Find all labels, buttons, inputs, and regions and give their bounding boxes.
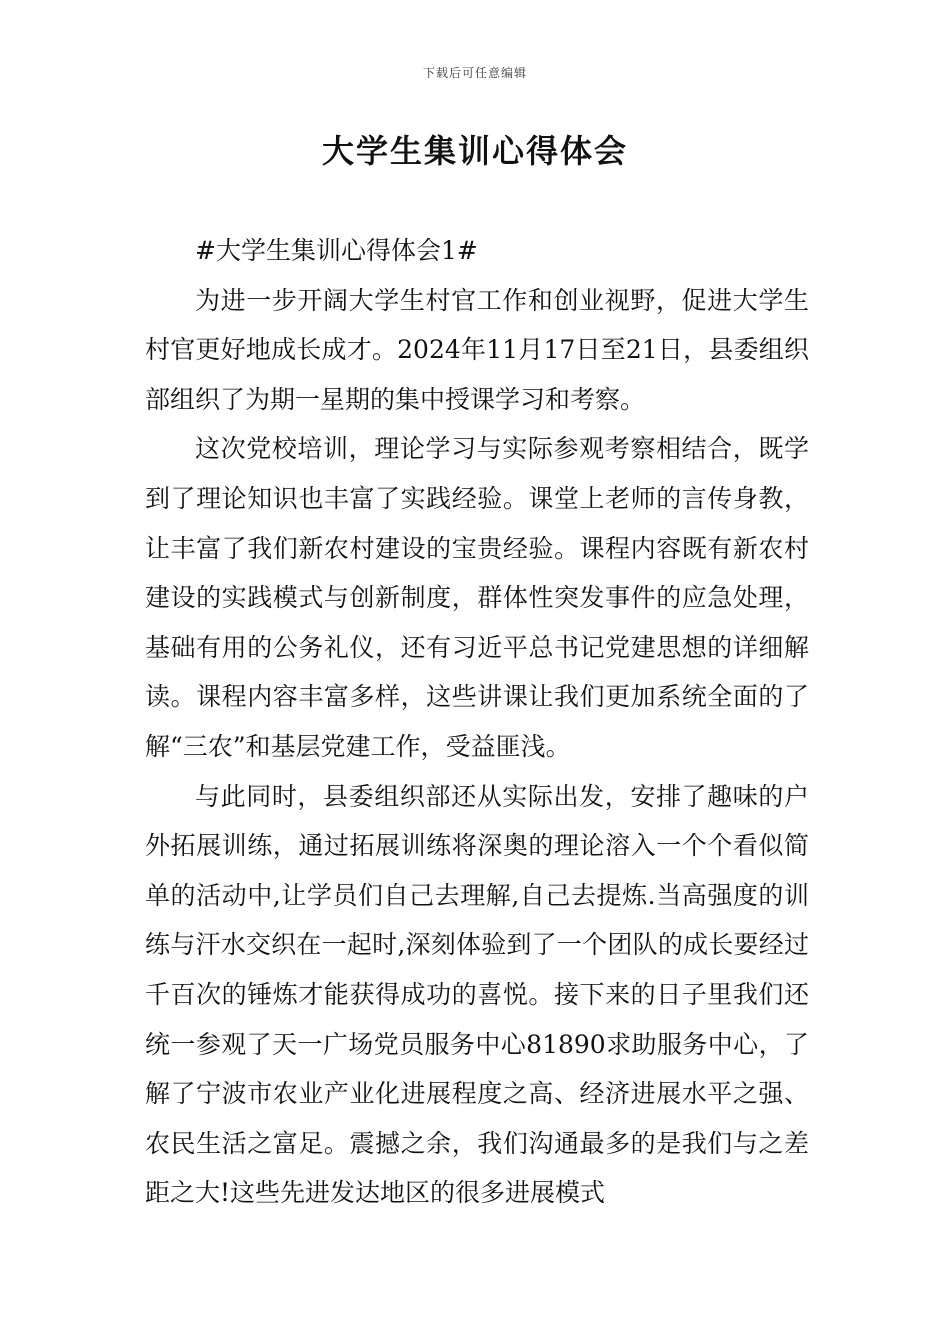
document-body — [145, 226, 809, 1218]
paragraph-training: 这次党校培训，理论学习与实际参观考察相结合，既学到了理论知识也丰富了实践经验。课堂上老师的言传身教，让丰富了我们新农村建设的宝贵经验。课程内容既有新农村建设的实践模式与创新制度，群体性突发事件的应急处理，基础有用的公务礼仪，还有习近平总书记党建思想的详细解读。课程内容丰富多样，这些讲课让我们更加系统全面的了解“三农”和基层党建工作，受益匪浅。 — [145, 434, 809, 761]
document-title: 大学生集训心得体会 — [321, 132, 628, 170]
paragraph-outdoor: 与此同时，县委组织部还从实际出发，安排了趣味的户外拓展训练，通过拓展训练将深奥的理论溶入一个个看似简单的活动中,让学员们自己去理解,自己去提炼.当高强度的训练与汗水交织在一起时,深刻体验到了一个团队的成长要经过千百次的锤炼才能获得成功的喜悦。接下来的日子里我们还统一参观了天一广场党员服务中心81890求助服务中心，了解了宁波市农业产业化进展程度之高、经济进展水平之强、农民生活之富足。震撼之余，我们沟通最多的是我们与之差距之大!这些先进发达地区的很多进展模式 — [145, 781, 809, 1208]
section-heading: #大学生集训心得体会1# — [195, 236, 478, 265]
paragraph-intro: 为进一步开阔大学生村官工作和创业视野，促进大学生村官更好地成长成才。2024年11月17日至21日，县委组织部组织了为期一星期的集中授课学习和考察。 — [145, 285, 809, 414]
header-note: 下载后可任意编辑 — [422, 66, 527, 80]
